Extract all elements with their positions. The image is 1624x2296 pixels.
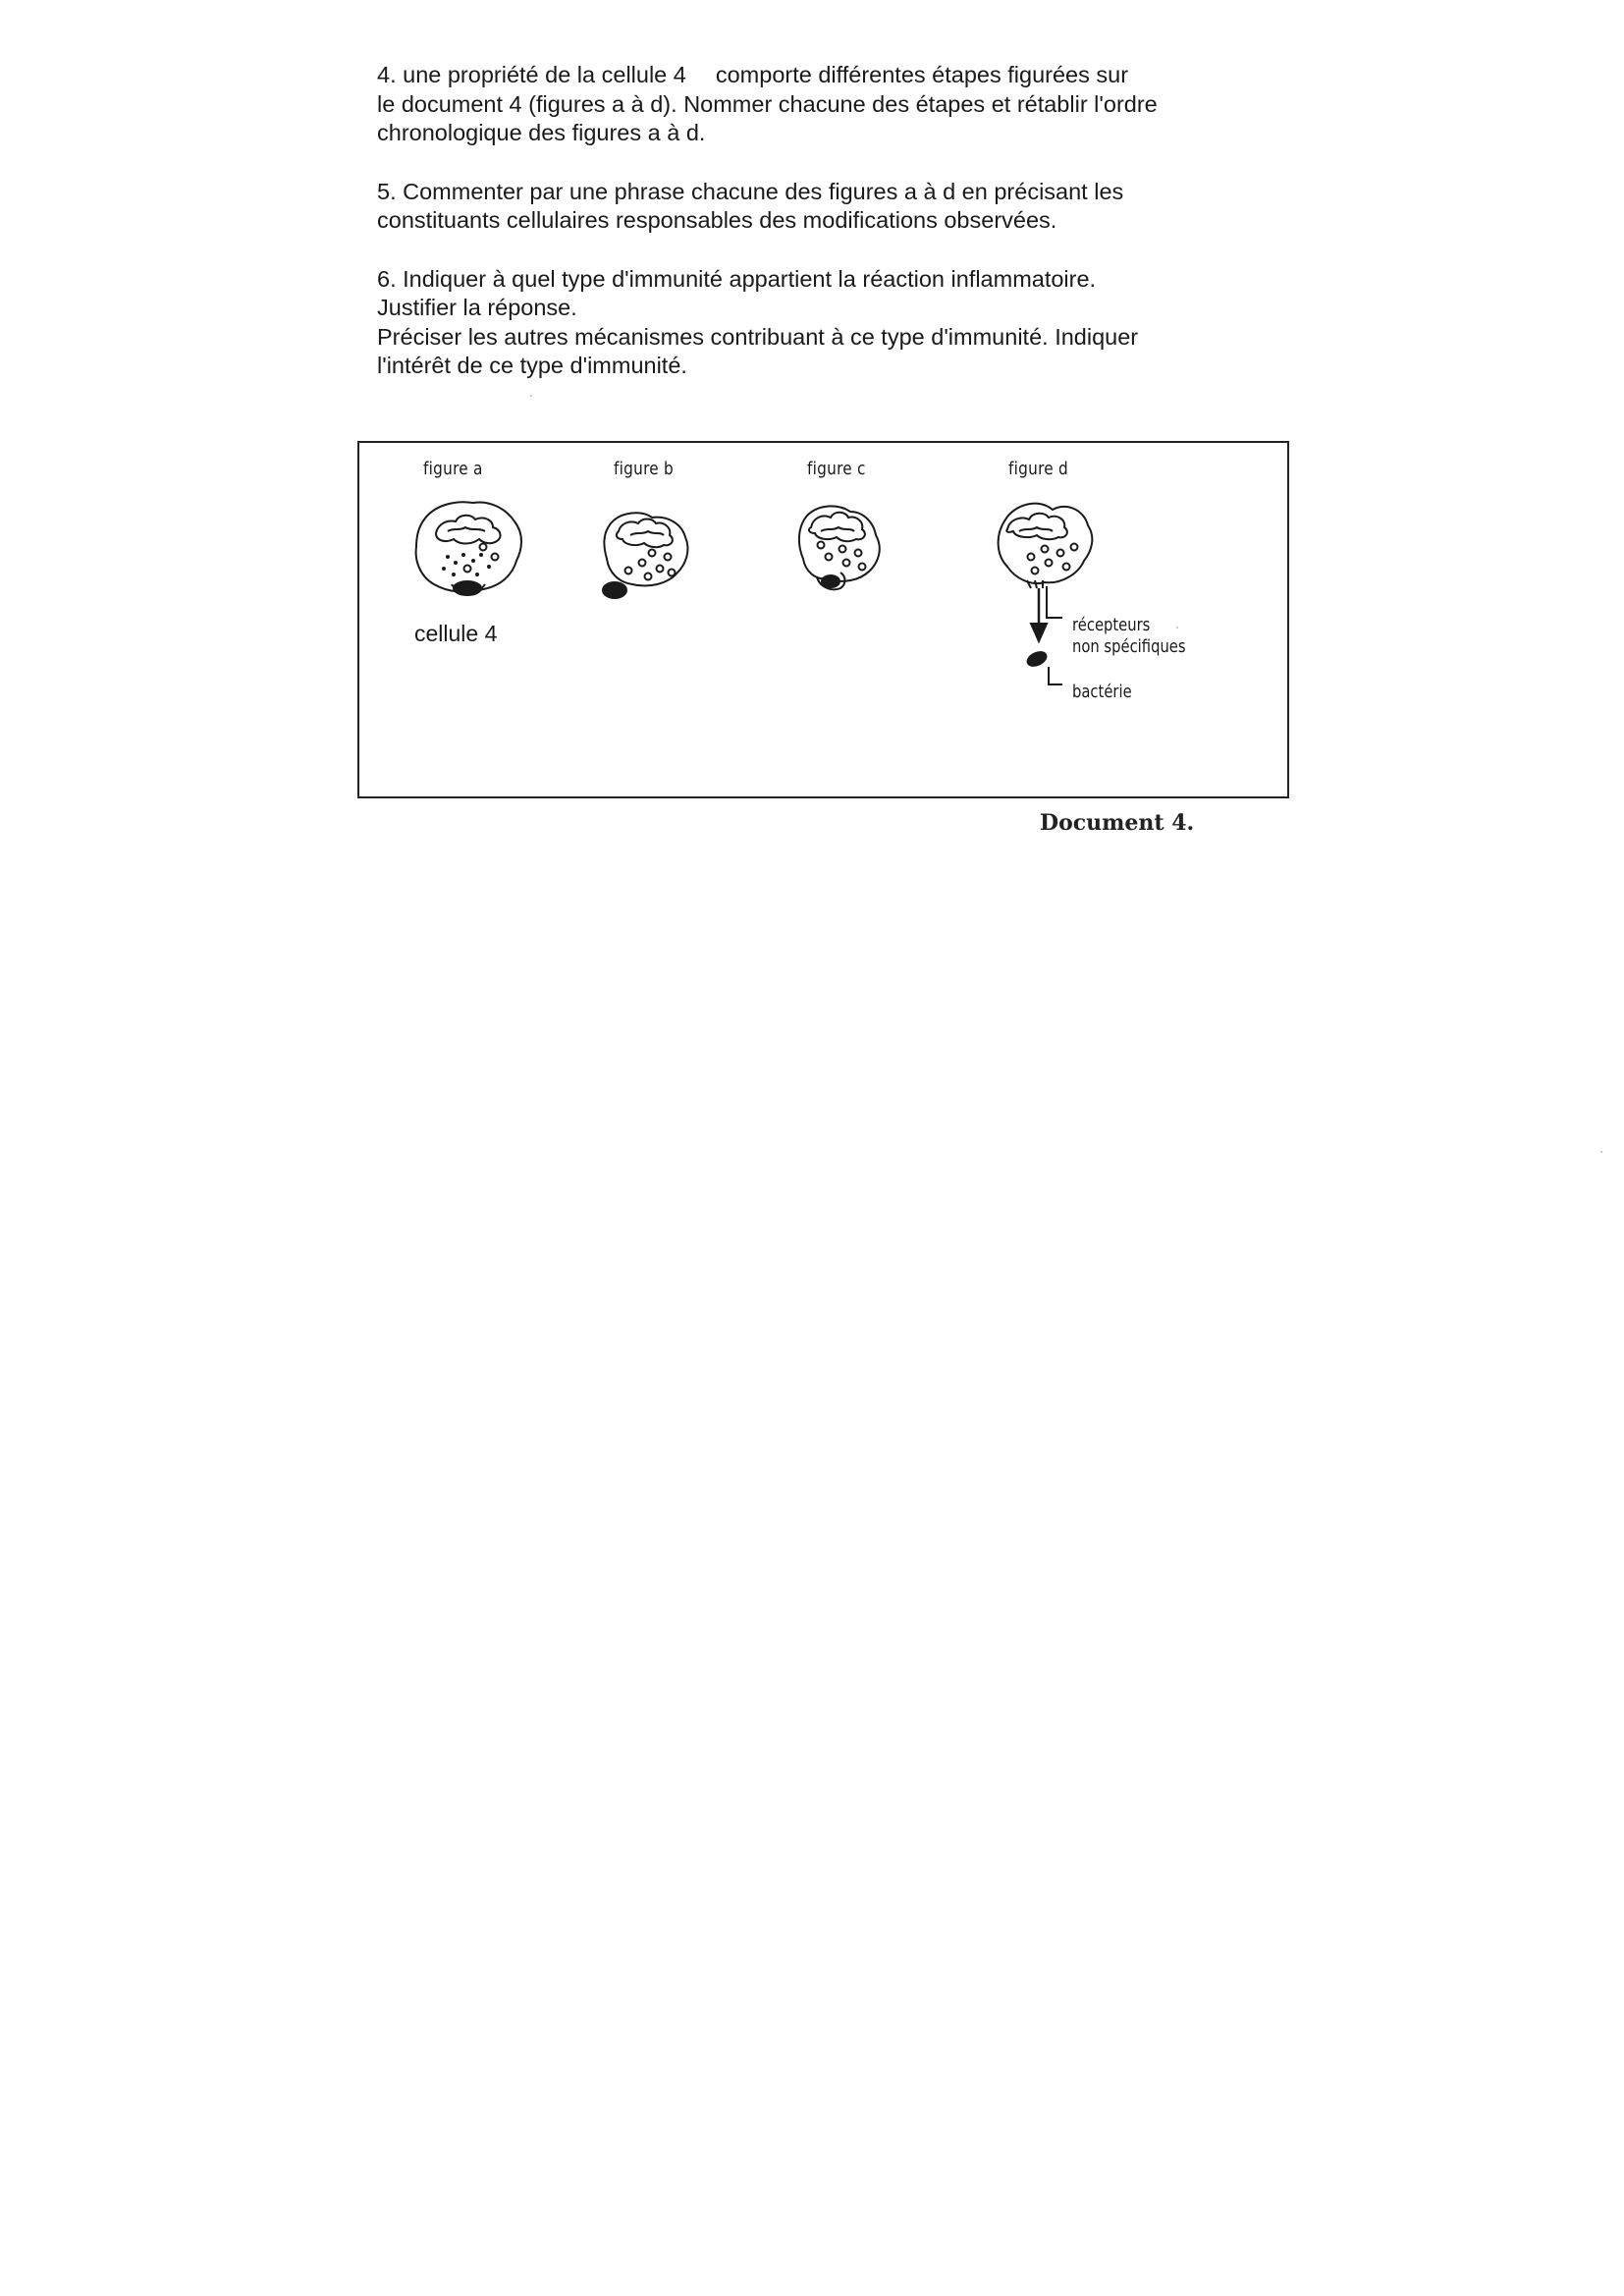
question-6-line-1: 6. Indiquer à quel type d'immunité appartient la réaction inflammatoire. (377, 265, 1097, 292)
figure-b-label: figure b (614, 459, 675, 479)
question-5-line-2: constituants cellulaires responsables des modifications observées. (377, 207, 1057, 233)
figure-c-label: figure c (807, 459, 866, 479)
figure-a-cell-drawing (416, 502, 521, 595)
document-title: Document 4. (1040, 810, 1195, 836)
bacteria-label: bactérie (1072, 682, 1132, 702)
scan-speck (530, 395, 532, 397)
question-6-line-4: l'intérêt de ce type d'immunité. (377, 353, 687, 378)
question-4 (377, 61, 1261, 148)
receptors-label-line-1: récepteurs (1072, 615, 1151, 635)
question-6-line-3: Préciser les autres mécanismes contribuant à ce type d'immunité. Indiquer (377, 323, 1139, 350)
question-4-line-1b: comporte différentes étapes figurées sur (715, 62, 1129, 87)
questions-block (377, 61, 1261, 410)
figure-d-label: figure d (1008, 459, 1069, 479)
question-5-line-1: 5. Commenter par une phrase chacune des figures a à d en précisant les (377, 178, 1124, 204)
question-4-line-1 (377, 61, 1261, 90)
question-4-line-3: chronologique des figures a à d. (377, 120, 706, 145)
question-6-line-2: Justifier la réponse. (377, 295, 577, 320)
figure-b-cell-drawing (603, 513, 687, 598)
receptors-label (1072, 615, 1186, 658)
figure-a-label: figure a (423, 459, 483, 479)
question-6 (377, 265, 1261, 381)
scan-speck (1176, 627, 1178, 629)
question-5 (377, 178, 1261, 236)
figure-c-cell-drawing (799, 506, 880, 589)
scan-speck (1600, 1151, 1602, 1153)
question-4-line-1a: 4. une propriété de la cellule 4 (377, 62, 686, 87)
cell-4-caption: cellule 4 (414, 621, 498, 646)
question-4-line-2: le document 4 (figures a à d). Nommer chacune des étapes et rétablir l'ordre (377, 90, 1158, 117)
receptors-label-line-2: non spécifiques (1072, 636, 1186, 657)
